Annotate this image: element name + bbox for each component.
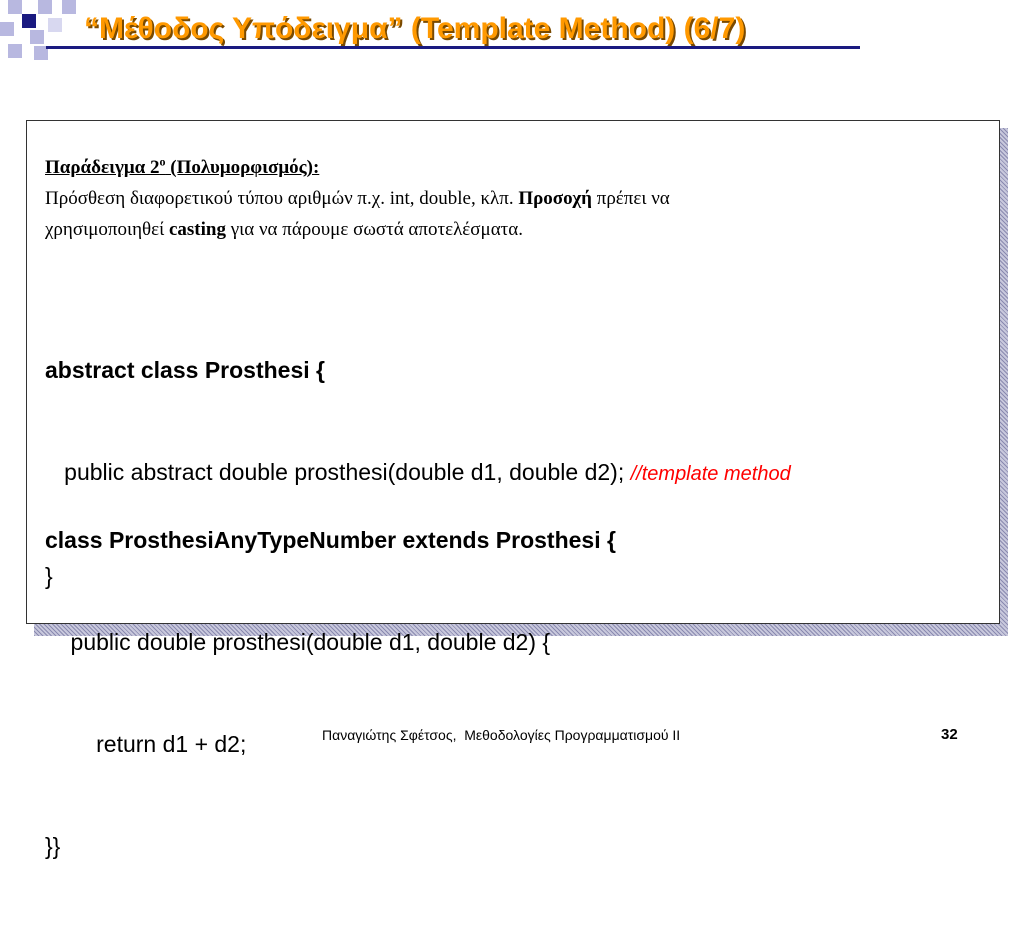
code-line: class ProsthesiAnyTypeNumber extends Prosthesi { xyxy=(45,527,616,553)
code-line: public double prosthesi(double d1, double d2) { xyxy=(45,629,551,655)
casting-word: casting xyxy=(168,219,226,241)
deco-square xyxy=(0,22,14,36)
code-comment: //template method xyxy=(630,463,791,485)
code-line: public abstract double prosthesi(double d1, double d2); //template method xyxy=(45,459,791,485)
slide-title: “Μέθοδος Υπόδειγμα” (Template Method) (6/7) xyxy=(84,12,746,45)
intro-line-1: Πρόσθεση διαφορετικού τύπου αριθμών π.χ. int, double, κλπ. Προσοχή πρέπει να xyxy=(45,188,670,210)
deco-square xyxy=(30,30,44,44)
deco-square xyxy=(38,0,52,14)
deco-square xyxy=(8,0,22,14)
intro-text xyxy=(45,147,985,245)
footer-author-course: Παναγιώτης Σφέτσος, Μεθοδολογίες Προγραμματισμού ΙΙ xyxy=(322,727,681,743)
intro-line-2: χρησιμοποιηθεί casting για να πάρουμε σωστά αποτελέσματα. xyxy=(45,219,523,241)
code-line: }} xyxy=(45,833,61,859)
warning-word: Προσοχή xyxy=(518,188,592,210)
page-number: 32 xyxy=(941,726,958,743)
deco-square xyxy=(48,18,62,32)
example-heading: Παράδειγμα $2^o$ (Πολυμορφισμός): xyxy=(45,155,320,179)
code-line: abstract class Prosthesi { xyxy=(45,357,325,383)
title-underline-bar xyxy=(46,46,860,49)
code-line: return d1 + d2; xyxy=(45,731,247,757)
deco-square xyxy=(62,0,76,14)
deco-square xyxy=(8,44,22,58)
corner-decoration xyxy=(0,0,80,62)
deco-square xyxy=(22,14,36,28)
code-line: } xyxy=(45,563,53,589)
concrete-class-code xyxy=(45,455,616,931)
